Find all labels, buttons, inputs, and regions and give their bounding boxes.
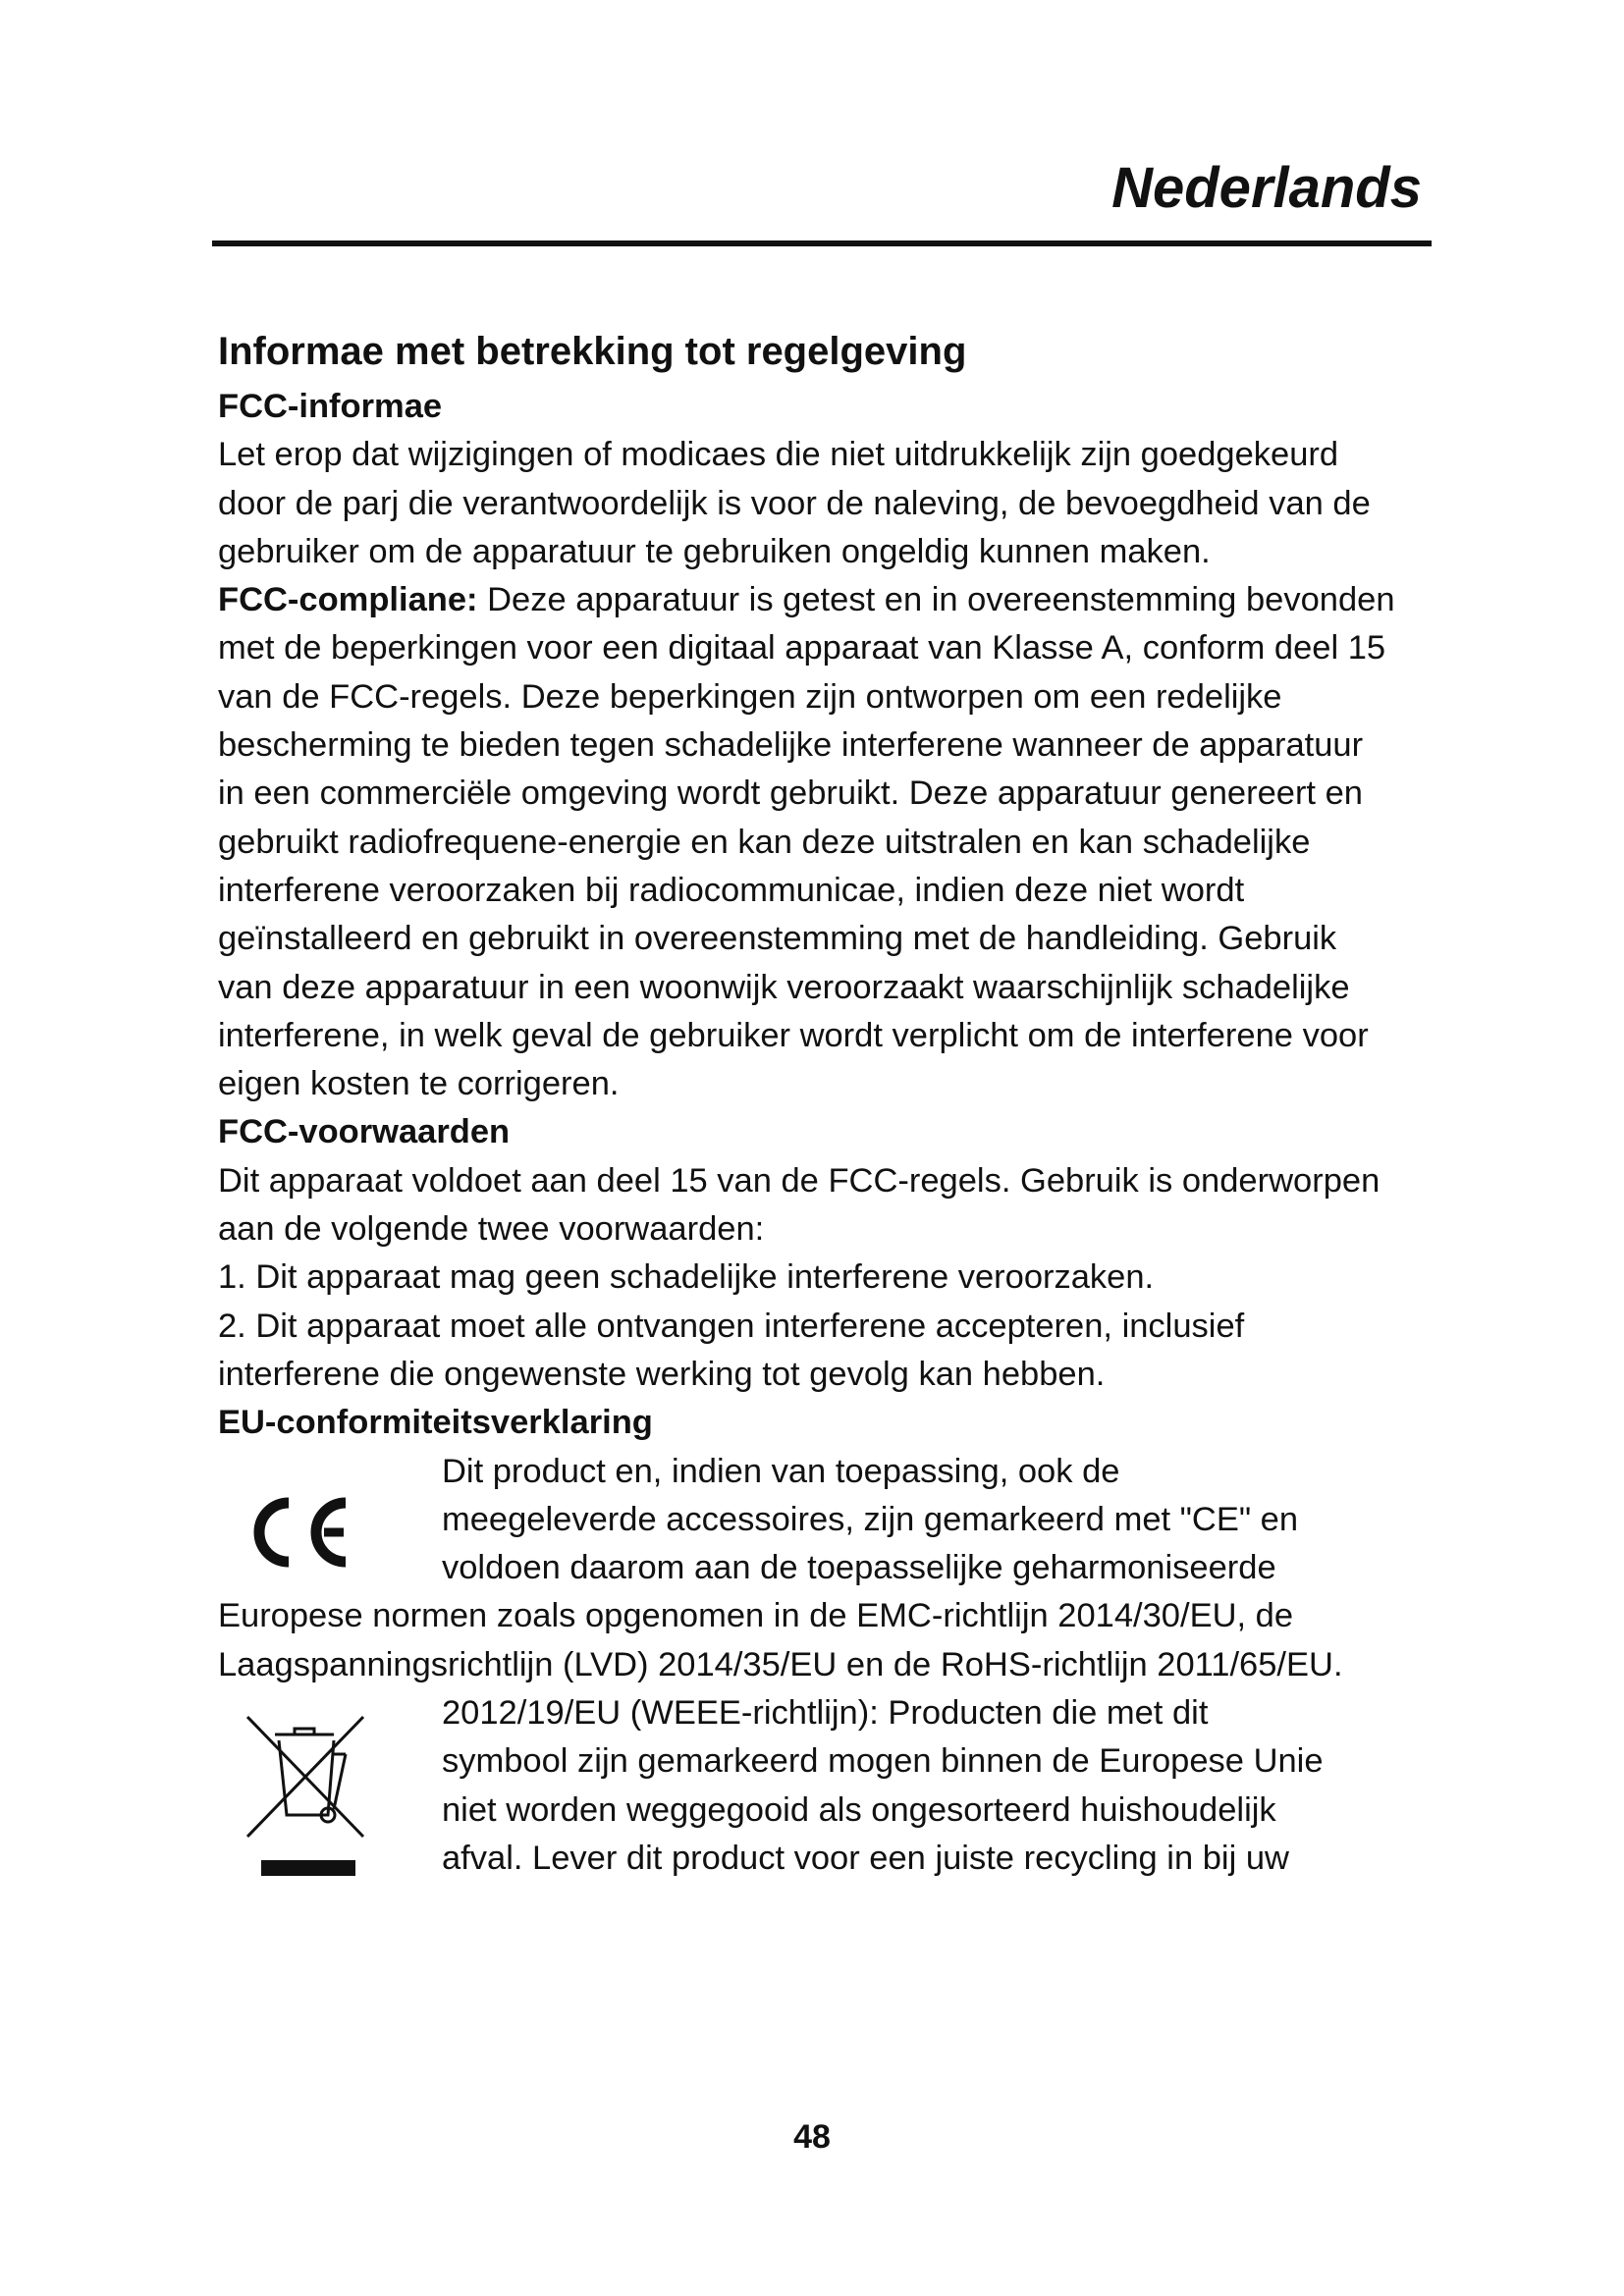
ce-text-line: Dit product en, indien van toepassing, ook de (442, 1452, 1120, 1490)
eu-conformity-heading: EU-conformiteitsverklaring (218, 1404, 653, 1442)
fcc-conditions-heading: FCC-voorwaarden (218, 1113, 511, 1151)
section-title: Informae met betrekking tot regelgeving (218, 330, 967, 373)
fcc-compliance-paragraph (218, 576, 1396, 1108)
ce-block (218, 1448, 1396, 1593)
ce-text-line: voldoen daarom aan de toepasselijke geharmoniseerde (442, 1549, 1276, 1587)
ce-text-line: meegeleverde accessoires, zijn gemarkeerd met "CE" en (442, 1500, 1299, 1538)
fcc-info-text: Let erop dat wijzigingen of modicaes die niet uitdrukkelijk zijn goedgekeurd door de parj die verantwoordelijk is voor de naleving, de bevoegdheid van de gebruiker om de apparatuur te gebruiken ongeldig kunnen maken. (218, 436, 1371, 570)
crossed-out-wheelie-bin-icon (218, 1689, 414, 1882)
fcc-compliance-label: FCC-compliane: (218, 581, 478, 619)
weee-text-line: afval. Lever dit product voor een juiste recycling in bij uw (442, 1839, 1289, 1877)
fcc-info-heading: FCC-informae (218, 388, 443, 425)
weee-text-line: 2012/19/EU (WEEE-richtlijn): Producten die met dit (442, 1694, 1209, 1733)
fcc-compliance-text: Deze apparatuur is getest en in overeenstemming bevonden met de beperkingen voor een digitaal apparaat van Klasse A, conform deel 15 van de FCC-regels. Deze beperkingen zijn ontworpen om een redelijke bescherming te bieden tegen schadelijke interferene wanneer de apparatuur in een commerciële omgeving wordt gebruikt. Deze apparatuur genereert en gebruikt radiofrequene-energie en kan deze uitstralen en kan schadelijke interferene veroorzaken bij radiocommunicae, indien deze niet wordt geïnstalleerd en gebruikt in overeenstemming met de handleiding. Gebruik van deze apparatuur in een woonwijk veroorzaakt waarschijnlijk schadelijke interferene, in welk geval de gebruiker wordt verplicht om de interferene voor eigen kosten te corrigeren. (218, 581, 1395, 1103)
fcc-condition-item: 2. Dit apparaat moet alle ontvangen interferene accepteren, inclusief interferene die ongewenste werking tot gevolg kan hebben. (218, 1307, 1245, 1393)
ce-text-rest: Europese normen zoals opgenomen in de EMC-richtlijn 2014/30/EU, de Laagspanningsrichtlijn (LVD) 2014/35/EU en de RoHS-richtlijn 2011/65/EU. (218, 1597, 1343, 1683)
weee-block (218, 1689, 1396, 1883)
fcc-conditions-intro: Dit apparaat voldoet aan deel 15 van de FCC-regels. Gebruik is onderworpen aan de volgende twee voorwaarden: (218, 1161, 1380, 1249)
weee-text-line: symbool zijn gemarkeerd mogen binnen de Europese Unie (442, 1742, 1324, 1781)
header-rule (212, 240, 1432, 246)
main-content (218, 324, 1396, 1883)
weee-text-line: niet worden weggegooid als ongesorteerd huishoudelijk (442, 1790, 1276, 1829)
ce-mark-icon (218, 1448, 414, 1593)
fcc-condition-item: 1. Dit apparaat mag geen schadelijke interferene veroorzaken. (218, 1258, 1155, 1297)
language-heading: Nederlands (1111, 156, 1422, 220)
page-number: 48 (793, 2118, 831, 2156)
